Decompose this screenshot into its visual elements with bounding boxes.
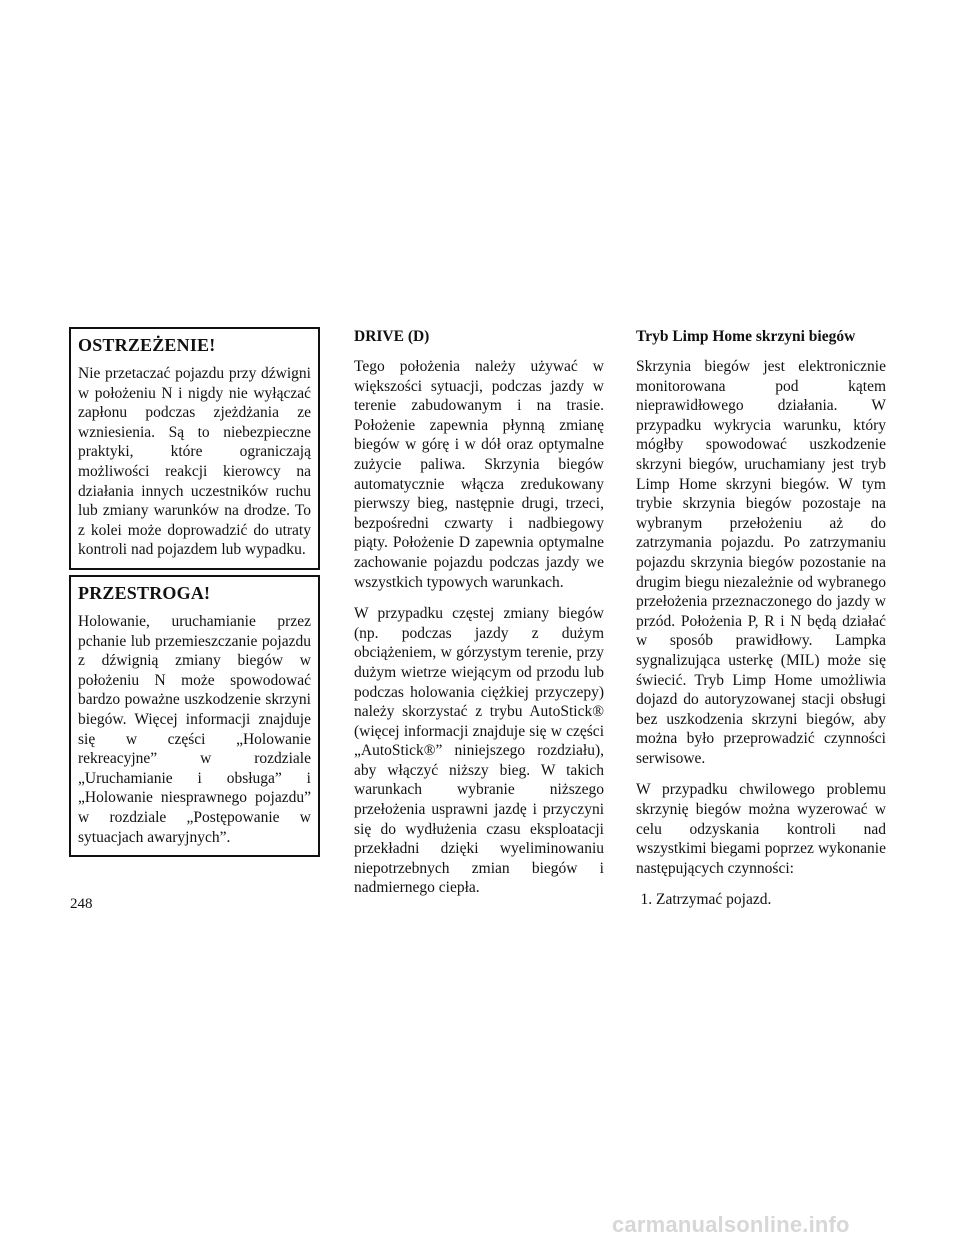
warning-text: Nie przetaczać pojazdu przy dźwigni w położeniu N i nigdy nie wyłączać zapłonu podczas zjeżdżania ze wzniesienia. Są to niebezpieczne praktyki, które ograniczają możliwości reakcji kierowcy na działania innych uczestników ruchu lub zmiany warunków na drodze. To z kolei może doprowadzić do utraty kontroli nad pojazdem lub wypadku. bbox=[78, 365, 311, 559]
limp-home-paragraph-2: W przypadku chwilowego problemu skrzynię biegów można wyzerować w celu odzyskania kontroli nad wszystkimi biegami poprzez wykonanie następujących czynności: bbox=[636, 781, 886, 877]
warning-title: OSTRZEŻENIE! bbox=[78, 335, 216, 355]
caution-text: Holowanie, uruchamianie przez pchanie lub przemieszczanie pojazdu z dźwignią zmiany biegów w położeniu N może spowodować bardzo poważne uszkodzenie skrzyni biegów. Więcej informacji znajduje się w części „Holowanie rekreacyjne” w rozdziale „Uruchamianie i obsługa” i „Holowanie niesprawnego pojazdu” w rozdziale „Postępowanie w sytuacjach awaryjnych”. bbox=[78, 613, 311, 846]
limp-home-heading: Tryb Limp Home skrzyni biegów bbox=[636, 328, 856, 345]
page-number: 248 bbox=[70, 896, 93, 912]
drive-paragraph-2: W przypadku częstej zmiany biegów (np. podczas jazdy z dużym obciążeniem, w górzystym terenie, przy dużym wietrze wiejącym od przodu lub podczas holowania ciężkiej przyczepy) należy skorzystać z trybu AutoStick® (więcej informacji znajduje się w części „AutoStick®” niniejszego rozdziału), aby włączyć niższy bieg. W takich warunkach wybranie niższego przełożenia usprawni jazdę i przyczyni się do wydłużenia czasu eksploatacji przekładni dzięki wyeliminowaniu niepotrzebnych zmian biegów i nadmiernego ciepła. bbox=[354, 605, 604, 897]
drive-section bbox=[354, 327, 604, 910]
caution-box bbox=[69, 575, 320, 857]
limp-home-section bbox=[636, 327, 886, 910]
caution-title: PRZESTROGA! bbox=[78, 583, 211, 603]
step-item: 1. Zatrzymać pojazd. bbox=[656, 890, 886, 910]
warning-box bbox=[69, 327, 320, 570]
watermark-logo: carmanualsonline.info bbox=[612, 1212, 850, 1237]
limp-home-paragraph-1: Skrzynia biegów jest elektronicznie monitorowana pod kątem nieprawidłowego działania. W przypadku wykrycia warunku, który mógłby spowodować uszkodzenie skrzyni biegów, uruchamiany jest tryb Limp Home skrzyni biegów. W tym trybie skrzynia biegów pozostaje na wybranym przełożeniu aż do zatrzymania pojazdu. Po zatrzymaniu pojazdu skrzynia biegów pozostanie na drugim biegu niezależnie od wybranego przełożenia przeznaczonego do jazdy w przód. Położenia P, R i N będą działać w sposób prawidłowy. Lampka sygnalizująca usterkę (MIL) może się świecić. Tryb Limp Home umożliwia dojazd do autoryzowanej stacji obsługi bez uszkodzenia skrzyni biegów, aby można było przeprowadzić czynności serwisowe. bbox=[636, 358, 886, 767]
drive-heading: DRIVE (D) bbox=[354, 328, 430, 345]
drive-paragraph-1: Tego położenia należy używać w większości sytuacji, podczas jazdy w terenie zabudowanym i na trasie. Położenie zapewnia płynną zmianę biegów w górę i w dół oraz optymalne zużycie paliwa. Skrzynia biegów automatycznie włącza zredukowany pierwszy bieg, następnie drugi, trzeci, bezpośredni czwarty i nadbiegowy piąty. Położenie D zapewnia optymalne zachowanie pojazdu podczas jazdy we wszystkich typowych warunkach. bbox=[354, 358, 604, 591]
steps-list bbox=[636, 890, 886, 910]
